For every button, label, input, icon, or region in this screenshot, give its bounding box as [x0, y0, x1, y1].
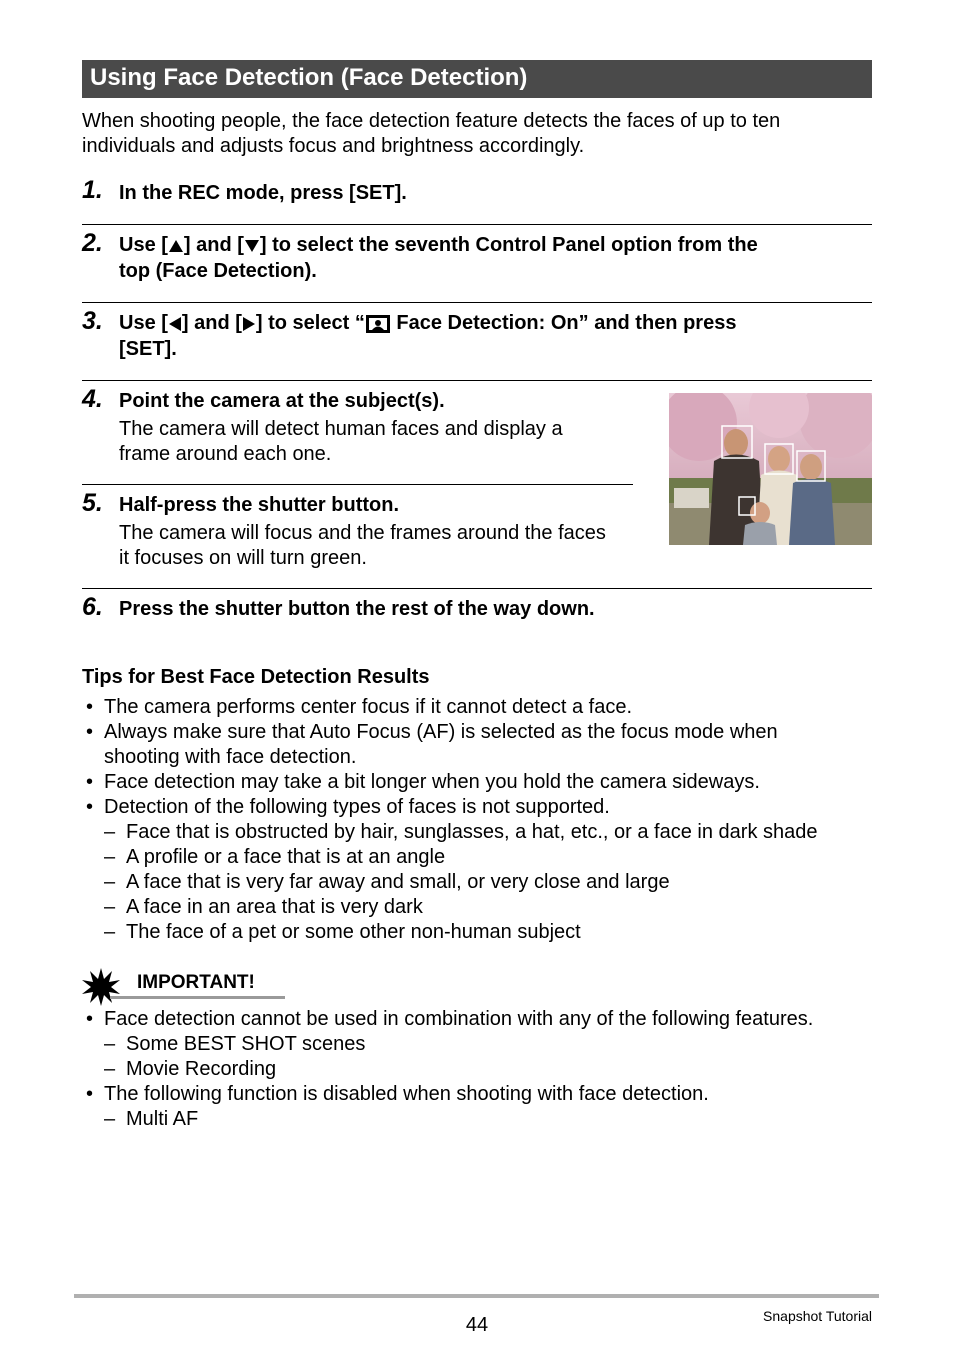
important-item: Face detection cannot be used in combination with any of the following features. — [104, 1008, 814, 1030]
dash-icon: – — [104, 896, 116, 918]
step-2-text-line2: top (Face Detection). — [119, 260, 317, 282]
face-detection-icon — [365, 314, 391, 334]
tip-item: Detection of the following types of faces is not supported. — [104, 796, 610, 818]
step-3-text-b: ] and [ — [181, 312, 242, 334]
left-arrow-icon — [168, 316, 182, 332]
step-3-number: 3. — [82, 307, 103, 335]
dash-icon: – — [104, 1108, 116, 1130]
step-5-desc-line-2: it focuses on will turn green. — [119, 547, 367, 569]
bullet-icon: • — [86, 696, 94, 718]
important-burst-icon — [82, 968, 120, 1006]
step-4-number: 4. — [82, 385, 103, 413]
important-subitem: Movie Recording — [126, 1058, 277, 1080]
step-3-text-c: ] to select “ — [255, 312, 365, 334]
step-2-text-c: ] to select the seventh Control Panel option from the — [259, 234, 758, 256]
intro-paragraph — [82, 109, 780, 159]
section-title: Using Face Detection (Face Detection) — [90, 64, 528, 91]
intro-line-1: When shooting people, the face detection feature detects the faces of up to ten — [82, 110, 781, 132]
dash-icon: – — [104, 871, 116, 893]
bullet-icon: • — [86, 721, 94, 743]
face-detection-photo — [669, 393, 872, 545]
step-3-text-a: Use [ — [119, 312, 168, 334]
important-subitem: Multi AF — [126, 1108, 199, 1130]
important-underline — [110, 996, 285, 999]
step-1-number: 1. — [82, 176, 103, 204]
important-label: IMPORTANT! — [137, 972, 255, 993]
step-4-desc-line-2: frame around each one. — [119, 443, 332, 465]
step-3-text-d: Face Detection: On” and then press — [390, 312, 737, 334]
tip-item: Always make sure that Auto Focus (AF) is selected as the focus mode when — [104, 721, 778, 743]
intro-line-2: individuals and adjusts focus and brightness accordingly. — [82, 135, 585, 157]
step-5-number: 5. — [82, 489, 103, 517]
step-2-text-b: ] and [ — [183, 234, 244, 256]
dash-icon: – — [104, 1033, 116, 1055]
step-divider — [82, 484, 633, 485]
step-6-number: 6. — [82, 593, 103, 621]
bullet-icon: • — [86, 771, 94, 793]
step-2-title — [119, 232, 758, 284]
step-2-number: 2. — [82, 229, 103, 257]
tips-heading: Tips for Best Face Detection Results — [82, 666, 430, 688]
footer-rule — [74, 1294, 879, 1298]
step-3-title — [119, 310, 736, 362]
up-arrow-icon — [168, 239, 184, 253]
tip-subitem: Face that is obstructed by hair, sunglasses, a hat, etc., or a face in dark shade — [126, 821, 818, 843]
step-divider — [82, 302, 872, 303]
dash-icon: – — [104, 821, 116, 843]
dash-icon: – — [104, 846, 116, 868]
tip-item: The camera performs center focus if it cannot detect a face. — [104, 696, 633, 718]
step-2-text-a: Use [ — [119, 234, 168, 256]
dash-icon: – — [104, 1058, 116, 1080]
tip-subitem: The face of a pet or some other non-human subject — [126, 921, 581, 943]
step-divider — [82, 380, 872, 381]
step-5-desc-line-1: The camera will focus and the frames around the faces — [119, 522, 606, 544]
step-6-title: Press the shutter button the rest of the way down. — [119, 598, 595, 620]
step-divider — [82, 588, 872, 589]
step-divider — [82, 224, 872, 225]
page-number: 44 — [465, 1314, 489, 1336]
step-4-desc-line-1: The camera will detect human faces and display a — [119, 418, 563, 440]
important-subitem: Some BEST SHOT scenes — [126, 1033, 366, 1055]
right-arrow-icon — [242, 316, 256, 332]
footer-section-label: Snapshot Tutorial — [763, 1308, 872, 1324]
step-5-description — [119, 521, 606, 571]
tip-item-continuation: shooting with face detection. — [104, 746, 357, 768]
bullet-icon: • — [86, 796, 94, 818]
down-arrow-icon — [244, 239, 260, 253]
step-5-title: Half-press the shutter button. — [119, 494, 400, 516]
section-title-bar — [82, 60, 872, 98]
tip-subitem: A face that is very far away and small, or very close and large — [126, 871, 670, 893]
step-3-text-line2: [SET]. — [119, 338, 177, 360]
step-4-title: Point the camera at the subject(s). — [119, 390, 445, 412]
step-1-title: In the REC mode, press [SET]. — [119, 182, 407, 204]
bullet-icon: • — [86, 1083, 94, 1105]
step-4-description — [119, 417, 563, 467]
important-item: The following function is disabled when shooting with face detection. — [104, 1083, 709, 1105]
bullet-icon: • — [86, 1008, 94, 1030]
dash-icon: – — [104, 921, 116, 943]
tip-subitem: A profile or a face that is at an angle — [126, 846, 446, 868]
tip-item: Face detection may take a bit longer when you hold the camera sideways. — [104, 771, 760, 793]
tip-subitem: A face in an area that is very dark — [126, 896, 423, 918]
